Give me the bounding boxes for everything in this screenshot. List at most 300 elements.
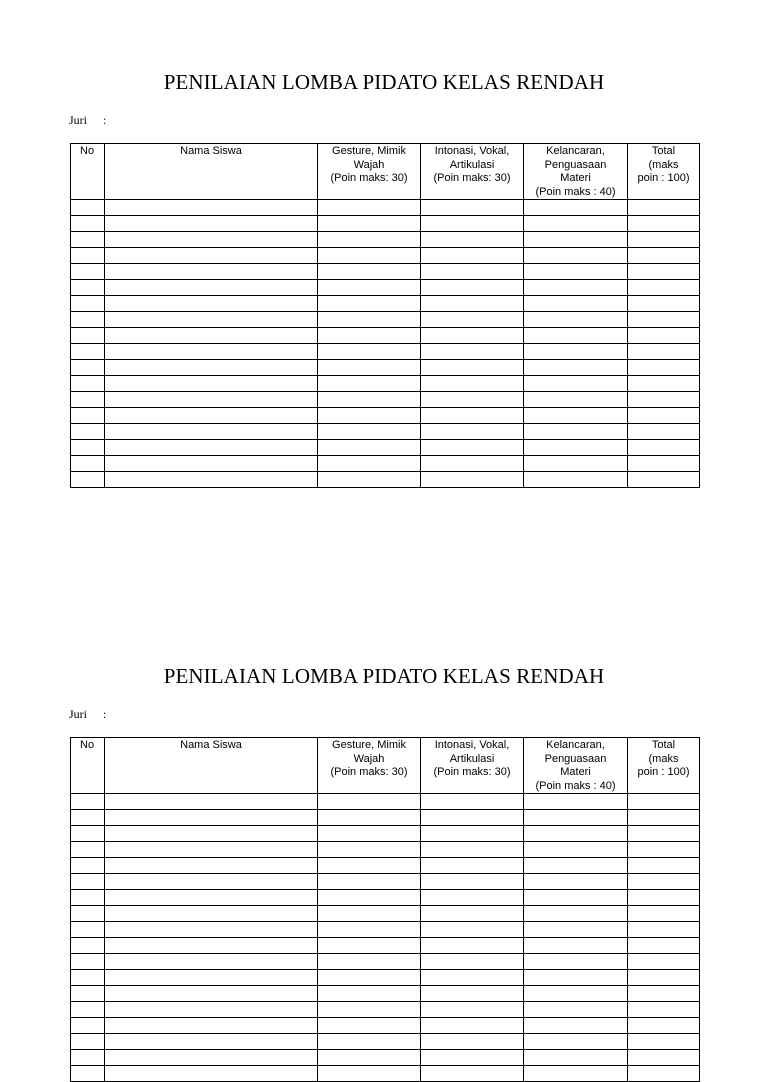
header-text-line: Gesture, Mimik bbox=[332, 145, 406, 157]
total-cell[interactable] bbox=[628, 954, 700, 970]
gesture-mimik-cell[interactable] bbox=[318, 392, 421, 408]
intonasi-vokal-cell[interactable] bbox=[421, 858, 524, 874]
total-cell[interactable] bbox=[628, 296, 700, 312]
header-text-line: Penguasaan bbox=[544, 752, 607, 765]
intonasi-vokal-cell[interactable] bbox=[421, 1034, 524, 1050]
no-cell[interactable] bbox=[71, 842, 105, 858]
intonasi-vokal-cell[interactable] bbox=[421, 296, 524, 312]
intonasi-vokal-cell[interactable] bbox=[421, 938, 524, 954]
gesture-mimik-cell[interactable] bbox=[318, 1034, 421, 1050]
no-cell[interactable] bbox=[71, 408, 105, 424]
kelancaran-cell[interactable] bbox=[524, 280, 628, 296]
gesture-mimik-cell[interactable] bbox=[318, 440, 421, 456]
total-cell[interactable] bbox=[628, 440, 700, 456]
no-cell[interactable] bbox=[71, 376, 105, 392]
no-cell[interactable] bbox=[71, 296, 105, 312]
nama-siswa-cell[interactable] bbox=[105, 248, 318, 264]
kelancaran-cell[interactable] bbox=[524, 440, 628, 456]
gesture-mimik-cell[interactable] bbox=[318, 954, 421, 970]
total-cell[interactable] bbox=[628, 794, 700, 810]
table-row bbox=[71, 906, 700, 922]
nama-siswa-cell[interactable] bbox=[105, 376, 318, 392]
nama-siswa-cell[interactable] bbox=[105, 954, 318, 970]
no-cell[interactable] bbox=[71, 200, 105, 216]
total-cell[interactable] bbox=[628, 456, 700, 472]
juri-colon: : bbox=[103, 113, 107, 127]
no-cell[interactable] bbox=[71, 906, 105, 922]
total-cell[interactable] bbox=[628, 248, 700, 264]
intonasi-vokal-cell[interactable] bbox=[421, 200, 524, 216]
col-intonasi-vokal-header bbox=[421, 144, 524, 200]
header-text-line: Penguasaan bbox=[544, 158, 607, 171]
no-cell[interactable] bbox=[71, 392, 105, 408]
no-cell[interactable] bbox=[71, 264, 105, 280]
total-cell[interactable] bbox=[628, 810, 700, 826]
nama-siswa-cell[interactable] bbox=[105, 296, 318, 312]
header-text-line: Intonasi, Vokal, bbox=[434, 145, 510, 157]
intonasi-vokal-cell[interactable] bbox=[421, 360, 524, 376]
no-cell[interactable] bbox=[71, 216, 105, 232]
intonasi-vokal-cell[interactable] bbox=[421, 986, 524, 1002]
juri-colon: : bbox=[103, 707, 107, 721]
juri-label: Juri bbox=[69, 707, 87, 721]
intonasi-vokal-cell[interactable] bbox=[421, 408, 524, 424]
table-row bbox=[71, 1034, 700, 1050]
kelancaran-cell[interactable] bbox=[524, 264, 628, 280]
gesture-mimik-cell[interactable] bbox=[318, 344, 421, 360]
intonasi-vokal-cell[interactable] bbox=[421, 954, 524, 970]
kelancaran-cell[interactable] bbox=[524, 1018, 628, 1034]
gesture-mimik-cell[interactable] bbox=[318, 906, 421, 922]
table-row bbox=[71, 216, 700, 232]
table-row bbox=[71, 1050, 700, 1066]
total-cell[interactable] bbox=[628, 392, 700, 408]
gesture-mimik-cell[interactable] bbox=[318, 938, 421, 954]
total-cell[interactable] bbox=[628, 328, 700, 344]
no-cell[interactable] bbox=[71, 1002, 105, 1018]
juri-field bbox=[69, 707, 106, 722]
gesture-mimik-cell[interactable] bbox=[318, 456, 421, 472]
intonasi-vokal-cell[interactable] bbox=[421, 810, 524, 826]
intonasi-vokal-cell[interactable] bbox=[421, 392, 524, 408]
col-nama-siswa-header bbox=[105, 738, 318, 794]
col-total-header bbox=[628, 738, 700, 794]
no-cell[interactable] bbox=[71, 1018, 105, 1034]
nama-siswa-cell[interactable] bbox=[105, 472, 318, 488]
gesture-mimik-cell[interactable] bbox=[318, 858, 421, 874]
col-no-header bbox=[71, 144, 105, 200]
gesture-mimik-cell[interactable] bbox=[318, 328, 421, 344]
kelancaran-cell[interactable] bbox=[524, 360, 628, 376]
no-cell[interactable] bbox=[71, 1066, 105, 1082]
header-text-line: (maks bbox=[648, 752, 679, 765]
kelancaran-cell[interactable] bbox=[524, 456, 628, 472]
nama-siswa-cell[interactable] bbox=[105, 826, 318, 842]
kelancaran-cell[interactable] bbox=[524, 1066, 628, 1082]
no-cell[interactable] bbox=[71, 424, 105, 440]
total-cell[interactable] bbox=[628, 826, 700, 842]
intonasi-vokal-cell[interactable] bbox=[421, 970, 524, 986]
intonasi-vokal-cell[interactable] bbox=[421, 794, 524, 810]
gesture-mimik-cell[interactable] bbox=[318, 472, 421, 488]
nama-siswa-cell[interactable] bbox=[105, 200, 318, 216]
table-row bbox=[71, 472, 700, 488]
no-cell[interactable] bbox=[71, 890, 105, 906]
table-row bbox=[71, 456, 700, 472]
kelancaran-cell[interactable] bbox=[524, 408, 628, 424]
nama-siswa-cell[interactable] bbox=[105, 280, 318, 296]
juri-field bbox=[69, 113, 106, 128]
kelancaran-cell[interactable] bbox=[524, 858, 628, 874]
header-row bbox=[71, 144, 700, 200]
header-text-line: No bbox=[80, 739, 95, 751]
no-cell[interactable] bbox=[71, 954, 105, 970]
col-kelancaran-header bbox=[524, 144, 628, 200]
table-row bbox=[71, 296, 700, 312]
total-cell[interactable] bbox=[628, 906, 700, 922]
table-row bbox=[71, 986, 700, 1002]
total-cell[interactable] bbox=[628, 280, 700, 296]
total-cell[interactable] bbox=[628, 1034, 700, 1050]
kelancaran-cell[interactable] bbox=[524, 296, 628, 312]
total-cell[interactable] bbox=[628, 890, 700, 906]
gesture-mimik-cell[interactable] bbox=[318, 376, 421, 392]
nama-siswa-cell[interactable] bbox=[105, 810, 318, 826]
nama-siswa-cell[interactable] bbox=[105, 906, 318, 922]
nama-siswa-cell[interactable] bbox=[105, 842, 318, 858]
table-row bbox=[71, 264, 700, 280]
kelancaran-cell[interactable] bbox=[524, 312, 628, 328]
kelancaran-cell[interactable] bbox=[524, 248, 628, 264]
table-row bbox=[71, 360, 700, 376]
no-cell[interactable] bbox=[71, 1034, 105, 1050]
gesture-mimik-cell[interactable] bbox=[318, 312, 421, 328]
table-row bbox=[71, 328, 700, 344]
no-cell[interactable] bbox=[71, 858, 105, 874]
header-text-line: Materi bbox=[560, 766, 591, 778]
kelancaran-cell[interactable] bbox=[524, 794, 628, 810]
header-text-line: Artikulasi bbox=[449, 158, 495, 171]
table-row bbox=[71, 1002, 700, 1018]
intonasi-vokal-cell[interactable] bbox=[421, 248, 524, 264]
kelancaran-cell[interactable] bbox=[524, 842, 628, 858]
total-cell[interactable] bbox=[628, 874, 700, 890]
intonasi-vokal-cell[interactable] bbox=[421, 1050, 524, 1066]
kelancaran-cell[interactable] bbox=[524, 970, 628, 986]
nama-siswa-cell[interactable] bbox=[105, 890, 318, 906]
gesture-mimik-cell[interactable] bbox=[318, 200, 421, 216]
intonasi-vokal-cell[interactable] bbox=[421, 280, 524, 296]
gesture-mimik-cell[interactable] bbox=[318, 280, 421, 296]
nama-siswa-cell[interactable] bbox=[105, 1050, 318, 1066]
total-cell[interactable] bbox=[628, 922, 700, 938]
total-cell[interactable] bbox=[628, 970, 700, 986]
kelancaran-cell[interactable] bbox=[524, 906, 628, 922]
gesture-mimik-cell[interactable] bbox=[318, 216, 421, 232]
table-row bbox=[71, 810, 700, 826]
total-cell[interactable] bbox=[628, 376, 700, 392]
nama-siswa-cell[interactable] bbox=[105, 360, 318, 376]
total-cell[interactable] bbox=[628, 1066, 700, 1082]
table-row bbox=[71, 424, 700, 440]
total-cell[interactable] bbox=[628, 360, 700, 376]
total-cell[interactable] bbox=[628, 200, 700, 216]
intonasi-vokal-cell[interactable] bbox=[421, 1066, 524, 1082]
table-row bbox=[71, 280, 700, 296]
header-row bbox=[71, 738, 700, 794]
no-cell[interactable] bbox=[71, 280, 105, 296]
nama-siswa-cell[interactable] bbox=[105, 1002, 318, 1018]
nama-siswa-cell[interactable] bbox=[105, 456, 318, 472]
gesture-mimik-cell[interactable] bbox=[318, 408, 421, 424]
no-cell[interactable] bbox=[71, 440, 105, 456]
nama-siswa-cell[interactable] bbox=[105, 312, 318, 328]
kelancaran-cell[interactable] bbox=[524, 954, 628, 970]
no-cell[interactable] bbox=[71, 826, 105, 842]
header-text-line: Kelancaran, bbox=[546, 145, 605, 157]
table-row bbox=[71, 826, 700, 842]
gesture-mimik-cell[interactable] bbox=[318, 360, 421, 376]
table-row bbox=[71, 440, 700, 456]
nama-siswa-cell[interactable] bbox=[105, 1066, 318, 1082]
nama-siswa-cell[interactable] bbox=[105, 424, 318, 440]
kelancaran-cell[interactable] bbox=[524, 1050, 628, 1066]
kelancaran-cell[interactable] bbox=[524, 232, 628, 248]
nama-siswa-cell[interactable] bbox=[105, 938, 318, 954]
header-text-line: Nama Siswa bbox=[180, 739, 242, 751]
kelancaran-cell[interactable] bbox=[524, 1002, 628, 1018]
table-row bbox=[71, 408, 700, 424]
col-gesture-mimik-header bbox=[318, 144, 421, 200]
total-cell[interactable] bbox=[628, 408, 700, 424]
no-cell[interactable] bbox=[71, 794, 105, 810]
intonasi-vokal-cell[interactable] bbox=[421, 1018, 524, 1034]
nama-siswa-cell[interactable] bbox=[105, 858, 318, 874]
no-cell[interactable] bbox=[71, 938, 105, 954]
header-text-line: Artikulasi bbox=[449, 752, 495, 765]
col-kelancaran-header bbox=[524, 738, 628, 794]
table-row bbox=[71, 842, 700, 858]
kelancaran-cell[interactable] bbox=[524, 424, 628, 440]
gesture-mimik-cell[interactable] bbox=[318, 970, 421, 986]
nama-siswa-cell[interactable] bbox=[105, 440, 318, 456]
table-row bbox=[71, 232, 700, 248]
header-text-line: No bbox=[80, 145, 95, 157]
juri-label: Juri bbox=[69, 113, 87, 127]
nama-siswa-cell[interactable] bbox=[105, 328, 318, 344]
table-row bbox=[71, 922, 700, 938]
intonasi-vokal-cell[interactable] bbox=[421, 216, 524, 232]
intonasi-vokal-cell[interactable] bbox=[421, 906, 524, 922]
kelancaran-cell[interactable] bbox=[524, 986, 628, 1002]
total-cell[interactable] bbox=[628, 842, 700, 858]
header-text-line: Nama Siswa bbox=[180, 145, 242, 157]
gesture-mimik-cell[interactable] bbox=[318, 264, 421, 280]
no-cell[interactable] bbox=[71, 874, 105, 890]
total-cell[interactable] bbox=[628, 232, 700, 248]
gesture-mimik-cell[interactable] bbox=[318, 1018, 421, 1034]
nama-siswa-cell[interactable] bbox=[105, 408, 318, 424]
kelancaran-cell[interactable] bbox=[524, 938, 628, 954]
total-cell[interactable] bbox=[628, 1018, 700, 1034]
table-row bbox=[71, 344, 700, 360]
gesture-mimik-cell[interactable] bbox=[318, 1050, 421, 1066]
kelancaran-cell[interactable] bbox=[524, 216, 628, 232]
nama-siswa-cell[interactable] bbox=[105, 1034, 318, 1050]
no-cell[interactable] bbox=[71, 810, 105, 826]
nama-siswa-cell[interactable] bbox=[105, 264, 318, 280]
no-cell[interactable] bbox=[71, 248, 105, 264]
table-row bbox=[71, 200, 700, 216]
table-row bbox=[71, 1066, 700, 1082]
intonasi-vokal-cell[interactable] bbox=[421, 472, 524, 488]
table-row bbox=[71, 970, 700, 986]
header-text-line: Gesture, Mimik bbox=[332, 739, 406, 751]
no-cell[interactable] bbox=[71, 312, 105, 328]
intonasi-vokal-cell[interactable] bbox=[421, 1002, 524, 1018]
nama-siswa-cell[interactable] bbox=[105, 986, 318, 1002]
gesture-mimik-cell[interactable] bbox=[318, 842, 421, 858]
total-cell[interactable] bbox=[628, 312, 700, 328]
no-cell[interactable] bbox=[71, 472, 105, 488]
intonasi-vokal-cell[interactable] bbox=[421, 440, 524, 456]
nama-siswa-cell[interactable] bbox=[105, 1018, 318, 1034]
header-text-line: Intonasi, Vokal, bbox=[434, 739, 510, 751]
nama-siswa-cell[interactable] bbox=[105, 392, 318, 408]
gesture-mimik-cell[interactable] bbox=[318, 296, 421, 312]
no-cell[interactable] bbox=[71, 1050, 105, 1066]
no-cell[interactable] bbox=[71, 970, 105, 986]
total-cell[interactable] bbox=[628, 216, 700, 232]
header-text-line: (Poin maks: 30) bbox=[330, 172, 408, 184]
header-text-line: Total bbox=[651, 145, 676, 157]
table-row bbox=[71, 874, 700, 890]
header-text-line: (Poin maks: 30) bbox=[433, 172, 511, 184]
page-title: PENILAIAN LOMBA PIDATO KELAS RENDAH bbox=[163, 70, 605, 94]
col-total-header bbox=[628, 144, 700, 200]
header-text-line: Total bbox=[651, 739, 676, 751]
kelancaran-cell[interactable] bbox=[524, 1034, 628, 1050]
page-title: PENILAIAN LOMBA PIDATO KELAS RENDAH bbox=[163, 664, 605, 688]
nama-siswa-cell[interactable] bbox=[105, 794, 318, 810]
intonasi-vokal-cell[interactable] bbox=[421, 312, 524, 328]
table-row bbox=[71, 794, 700, 810]
gesture-mimik-cell[interactable] bbox=[318, 890, 421, 906]
col-intonasi-vokal-header bbox=[421, 738, 524, 794]
nama-siswa-cell[interactable] bbox=[105, 922, 318, 938]
total-cell[interactable] bbox=[628, 986, 700, 1002]
total-cell[interactable] bbox=[628, 424, 700, 440]
gesture-mimik-cell[interactable] bbox=[318, 810, 421, 826]
nama-siswa-cell[interactable] bbox=[105, 232, 318, 248]
header-text-line: Wajah bbox=[353, 752, 385, 765]
intonasi-vokal-cell[interactable] bbox=[421, 456, 524, 472]
intonasi-vokal-cell[interactable] bbox=[421, 264, 524, 280]
intonasi-vokal-cell[interactable] bbox=[421, 890, 524, 906]
header-text-line: Wajah bbox=[353, 158, 385, 171]
gesture-mimik-cell[interactable] bbox=[318, 922, 421, 938]
intonasi-vokal-cell[interactable] bbox=[421, 922, 524, 938]
kelancaran-cell[interactable] bbox=[524, 328, 628, 344]
gesture-mimik-cell[interactable] bbox=[318, 874, 421, 890]
score-table bbox=[70, 737, 700, 1082]
total-cell[interactable] bbox=[628, 264, 700, 280]
no-cell[interactable] bbox=[71, 922, 105, 938]
header-text-line: poin : 100) bbox=[637, 766, 690, 778]
total-cell[interactable] bbox=[628, 1002, 700, 1018]
kelancaran-cell[interactable] bbox=[524, 922, 628, 938]
header-text-line: Materi bbox=[560, 172, 591, 184]
kelancaran-cell[interactable] bbox=[524, 874, 628, 890]
no-cell[interactable] bbox=[71, 456, 105, 472]
gesture-mimik-cell[interactable] bbox=[318, 1002, 421, 1018]
nama-siswa-cell[interactable] bbox=[105, 216, 318, 232]
gesture-mimik-cell[interactable] bbox=[318, 1066, 421, 1082]
intonasi-vokal-cell[interactable] bbox=[421, 376, 524, 392]
gesture-mimik-cell[interactable] bbox=[318, 248, 421, 264]
no-cell[interactable] bbox=[71, 344, 105, 360]
intonasi-vokal-cell[interactable] bbox=[421, 328, 524, 344]
kelancaran-cell[interactable] bbox=[524, 200, 628, 216]
gesture-mimik-cell[interactable] bbox=[318, 794, 421, 810]
intonasi-vokal-cell[interactable] bbox=[421, 424, 524, 440]
kelancaran-cell[interactable] bbox=[524, 376, 628, 392]
header-text-line: (maks bbox=[648, 158, 679, 171]
kelancaran-cell[interactable] bbox=[524, 344, 628, 360]
kelancaran-cell[interactable] bbox=[524, 392, 628, 408]
header-text-line: (Poin maks: 30) bbox=[330, 766, 408, 778]
nama-siswa-cell[interactable] bbox=[105, 874, 318, 890]
total-cell[interactable] bbox=[628, 344, 700, 360]
gesture-mimik-cell[interactable] bbox=[318, 986, 421, 1002]
total-cell[interactable] bbox=[628, 858, 700, 874]
table-row bbox=[71, 938, 700, 954]
col-gesture-mimik-header bbox=[318, 738, 421, 794]
table-row bbox=[71, 1018, 700, 1034]
table-row bbox=[71, 954, 700, 970]
kelancaran-cell[interactable] bbox=[524, 810, 628, 826]
header-text-line: (Poin maks : 40) bbox=[535, 185, 616, 198]
gesture-mimik-cell[interactable] bbox=[318, 826, 421, 842]
table-row bbox=[71, 376, 700, 392]
header-text-line: (Poin maks : 40) bbox=[535, 779, 616, 792]
intonasi-vokal-cell[interactable] bbox=[421, 842, 524, 858]
nama-siswa-cell[interactable] bbox=[105, 344, 318, 360]
total-cell[interactable] bbox=[628, 1050, 700, 1066]
header-text-line: (Poin maks: 30) bbox=[433, 766, 511, 778]
table-row bbox=[71, 858, 700, 874]
table-row bbox=[71, 248, 700, 264]
no-cell[interactable] bbox=[71, 986, 105, 1002]
intonasi-vokal-cell[interactable] bbox=[421, 344, 524, 360]
no-cell[interactable] bbox=[71, 232, 105, 248]
intonasi-vokal-cell[interactable] bbox=[421, 874, 524, 890]
gesture-mimik-cell[interactable] bbox=[318, 232, 421, 248]
nama-siswa-cell[interactable] bbox=[105, 970, 318, 986]
kelancaran-cell[interactable] bbox=[524, 826, 628, 842]
table-row bbox=[71, 312, 700, 328]
total-cell[interactable] bbox=[628, 938, 700, 954]
kelancaran-cell[interactable] bbox=[524, 472, 628, 488]
intonasi-vokal-cell[interactable] bbox=[421, 232, 524, 248]
no-cell[interactable] bbox=[71, 328, 105, 344]
no-cell[interactable] bbox=[71, 360, 105, 376]
kelancaran-cell[interactable] bbox=[524, 890, 628, 906]
header-text-line: Kelancaran, bbox=[546, 739, 605, 751]
total-cell[interactable] bbox=[628, 472, 700, 488]
intonasi-vokal-cell[interactable] bbox=[421, 826, 524, 842]
gesture-mimik-cell[interactable] bbox=[318, 424, 421, 440]
